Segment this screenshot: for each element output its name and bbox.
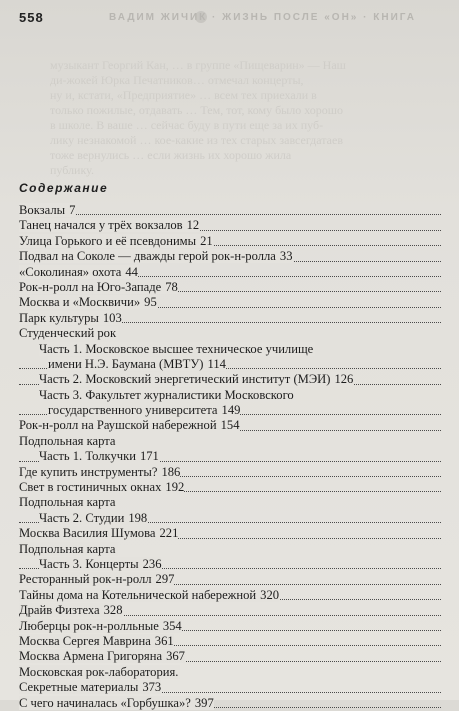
show-through-text (50, 58, 440, 178)
toc-entry-page: 221 (159, 526, 179, 541)
toc-entry (19, 696, 441, 711)
show-through-line: лику незнакомой … кое-какие из тех старых завсегдатаев (50, 133, 343, 147)
toc-entry-title: Подвал на Соколе — дважды герой рок-н-ролла (19, 249, 276, 264)
toc-entry (19, 665, 441, 680)
toc-entry-page: 397 (194, 695, 214, 710)
toc-entry (19, 434, 441, 449)
toc-entry (19, 557, 441, 572)
toc-entry-title: Подпольная карта (19, 541, 116, 556)
toc-entry-page: 186 (161, 464, 181, 479)
toc-entry-title: Москва Сергея Маврина (19, 633, 151, 648)
toc-entry (19, 388, 441, 403)
toc-entry-title: Часть 3. Факультет журналистики Московского (39, 387, 294, 402)
toc-entry-page: 192 (165, 480, 185, 495)
toc-entry (19, 357, 441, 372)
toc-entry-title: государственного университета (48, 403, 218, 418)
toc-entry-title: С чего начиналась «Горбушка»? (19, 695, 191, 710)
toc-entry-title: Где купить инструменты? (19, 464, 158, 479)
toc-entry-page: 7 (69, 203, 76, 217)
toc-entry (19, 326, 441, 341)
toc-entry-page: 320 (260, 587, 280, 602)
toc-entry (19, 588, 441, 603)
page-number: 558 (19, 10, 44, 25)
toc-entry-page: 154 (220, 418, 240, 433)
toc-entry-title: Часть 1. Московское высшее техническое училище (39, 341, 314, 356)
toc-entry-page: 236 (142, 556, 162, 571)
toc-entry-title: Улица Горького и её псевдонимы (19, 233, 197, 248)
toc-entry (19, 372, 441, 387)
toc-entry (19, 234, 441, 249)
toc-entry-title: Парк культуры (19, 310, 99, 325)
toc-entry-page: 44 (125, 264, 138, 279)
toc-entry-page: 12 (186, 218, 200, 233)
toc-entry (19, 634, 441, 649)
toc-entry-page: 78 (165, 279, 178, 294)
show-through-line: в школе. В ваше … сейчас буду в пути еще за их пуб- (50, 118, 324, 132)
toc-entry-page: 103 (102, 310, 122, 325)
toc-entry-title: Тайны дома на Котельнической набережной (19, 587, 257, 602)
show-through-line: публику. (50, 163, 94, 177)
toc-entry (19, 203, 441, 218)
toc-entry-page: 328 (103, 603, 123, 618)
toc-entry (19, 449, 441, 464)
toc-entry (19, 218, 441, 233)
toc-entry-title: Часть 3. Концерты (39, 556, 139, 571)
toc-entry (19, 572, 441, 587)
toc-entry-page: 33 (279, 249, 293, 264)
show-through-line: музыкант Георгий Кан, … в группе «Пищеварин» — Наш (50, 58, 346, 72)
toc-entry (19, 619, 441, 634)
toc-entry-page: 361 (154, 633, 174, 648)
toc-entry-page: 149 (221, 403, 241, 418)
toc-entry (19, 311, 441, 326)
toc-entry (19, 280, 441, 295)
toc-entry (19, 265, 441, 280)
toc-entry-title: Часть 1. Толкучки (39, 449, 136, 464)
toc-entry-title: Рок-н-ролл на Юго-Западе (19, 279, 162, 294)
toc-entry (19, 542, 441, 557)
table-of-contents (19, 203, 441, 711)
toc-entry-title: Драйв Физтеха (19, 603, 100, 618)
toc-entry-title: Часть 2. Студии (39, 510, 125, 525)
toc-entry-page: 126 (334, 372, 354, 387)
toc-entry (19, 511, 441, 526)
running-head: ВАДИМ ЖИЧИК · ЖИЗНЬ ПОСЛЕ «ОН» · КНИГА (109, 12, 417, 23)
toc-entry-title: Рок-н-ролл на Раушской набережной (19, 418, 217, 433)
toc-entry (19, 526, 441, 541)
toc-entry-title: Студенческий рок (19, 326, 117, 341)
toc-entry-title: имени Н.Э. Баумана (МВТУ) (48, 356, 204, 371)
toc-entry-title: Секретные материалы (19, 680, 139, 695)
toc-entry-title: Часть 2. Московский энергетический институт (МЭИ) (39, 372, 331, 387)
toc-entry (19, 649, 441, 664)
toc-entry-page: 354 (162, 618, 182, 633)
toc-entry-title: Танец начался у трёх вокзалов (19, 218, 183, 233)
toc-heading: Содержание (19, 181, 109, 195)
toc-entry-page: 171 (139, 449, 159, 464)
toc-entry-page: 367 (166, 649, 185, 664)
toc-entry (19, 295, 441, 310)
toc-entry-title: Москва Василия Шумова (19, 526, 156, 541)
toc-entry-page: 198 (128, 510, 148, 525)
page-header (19, 8, 444, 28)
toc-entry-title: Люберцы рок-н-ролльные (19, 618, 159, 633)
toc-entry-title: Вокзалы (19, 203, 66, 217)
toc-entry (19, 480, 441, 495)
toc-entry (19, 465, 441, 480)
show-through-line: ну и, кстати, «Предприятие» … всем тех приехали в (50, 88, 317, 102)
toc-entry (19, 342, 441, 357)
toc-entry-title: Московская рок-лаборатория. (19, 664, 179, 679)
toc-entry (19, 418, 441, 433)
toc-entry-title: Свет в гостиничных окнах (19, 480, 162, 495)
toc-entry (19, 249, 441, 264)
toc-entry (19, 603, 441, 618)
toc-entry-title: Москва Армена Григоряна (19, 649, 163, 664)
toc-entry-page: 114 (207, 356, 226, 371)
show-through-line: только пожилые, отдавать … Тем, тот, кому было хорошо (50, 103, 344, 117)
toc-entry-page: 297 (155, 572, 175, 587)
toc-entry (19, 403, 441, 418)
show-through-line: ди-жокей Юрка Печатников… отмечал концерты, (50, 73, 304, 87)
toc-entry-title: Подпольная карта (19, 495, 116, 510)
toc-leader-dots (19, 214, 441, 215)
toc-entry-title: Подпольная карта (19, 433, 116, 448)
toc-entry-title: «Соколиная» охота (19, 264, 122, 279)
toc-entry-title: Москва и «Москвичи» (19, 295, 141, 310)
toc-entry-title: Ресторанный рок-н-ролл (19, 572, 152, 587)
toc-entry (19, 680, 441, 695)
toc-entry-page: 373 (142, 680, 162, 695)
show-through-line: тоже вернулись … если жизнь их хорошо жила (50, 148, 292, 162)
toc-entry-page: 95 (144, 295, 157, 310)
toc-entry-page: 21 (200, 233, 213, 248)
toc-entry (19, 495, 441, 510)
